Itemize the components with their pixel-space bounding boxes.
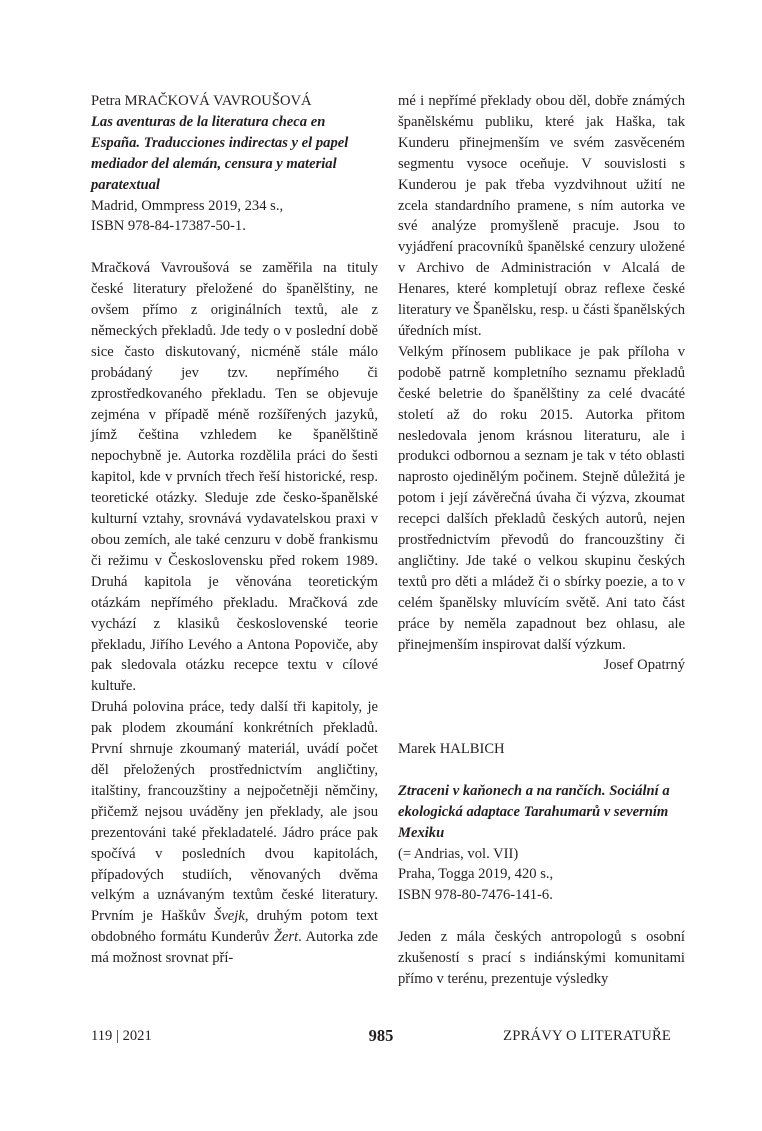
review-author: Petra MRAČKOVÁ VAVROUŠOVÁ (91, 93, 312, 109)
italic-title-svejk: Švejk (214, 908, 245, 925)
text-run: Druhá polovina práce, tedy další tři kapitoly, je pak plodem zkoumání konkrétních překladů. První shrnuje zkoumaný materiál, uvádí počet děl přeložených prostřednictvím angličtiny, italštiny, francouzštiny a nejpočetněji němčiny, přičemž nejsou uváděny jen překlady, ale jsou prezentováni také překladatelé. Jádro práce pak spočívá v posledních dvou kapitolách, případových studiích, věnovaných dvěma velkým a uznávaným textům české literatury. Prvním je Haškův (91, 699, 378, 925)
review-publisher: Madrid, Ommpress 2019, 234 s., (91, 197, 284, 214)
body-paragraph: Velkým přínosem publikace je pak příloha v podobě patrně kompletního seznamu překladů české beletrie do španělštiny za celé dvacáté století až do roku 2015. Autorka přitom nesledovala jenom krásnou literaturu, ale i produkci odbornou a seznam je tak v této oblasti naprosto ojedinělým počinem. Stejně důležitá je potom i její závěrečná úvaha či výzva, zkoumat recepci dalších překladů českých autorů, nejen prostřednictvím převodů do francouzštiny či angličtiny. Jde také o velkou skupinu českých textů pro děti a mládež či o sbírky poezie, a to v celém španělsky mluvícím světě. Ani tato část práce by neměla zapadnout bez ohlasu, ale přinejmenším inspirovat další výzkum. (398, 343, 685, 653)
review-book-title: Ztraceni v kaňonech a na rančích. Sociální a ekologická adaptace Tarahumarů v severním Mexiku (398, 782, 670, 841)
spacer (398, 697, 685, 718)
journal-name: ZPRÁVY O LITERATUŘE (503, 1028, 671, 1044)
body-paragraph (91, 697, 378, 969)
spacer (398, 718, 685, 739)
review-author: Marek HALBICH (398, 741, 505, 758)
left-column (91, 91, 378, 969)
text-run: , druhým potom text obdobného formátu Kunderův (91, 908, 378, 946)
body-paragraph: Mračková Vavroušová se zaměřila na tituly české literatury přeložené do španělštiny, ne ovšem přímo z originálních textů, ale z německých překladů. Jde tedy o v poslední době sice často diskutovaný, nicméně stále málo probádaný jev tzv. nepřímého či zprostředkovaného překladu. Ten se objevuje zejména v případě méně rozšířených jazyků, jímž čeština vzhledem ke španělštině nepochybně je. Autorka rozdělila práci do šesti kapitol, kde v prvních třech řeší historické, resp. teoretické otázky. Sleduje zde česko-španělské kulturní vztahy, srovnává vydavatelskou praxi v obou zemích, ale také cenzuru v době frankismu či režimu v Československu před rokem 1989. Druhá kapitola je věnována teoretickým otázkám nepřímého překladu. Mračková zde vychází z klasiků československé teorie překladu, Jiřího Levého a Antona Popoviče, aby pak sledovala otázku recepce textu v cílové kultuře. (91, 260, 378, 695)
spacer (91, 237, 378, 258)
page-number: 985 (368, 1026, 394, 1045)
review-series: (= Andrias, vol. VII) (398, 845, 519, 862)
review-book-title: Las aventuras de la literatura checa en España. Traducciones indirectas y el papel mediador del alemán, censura y material paratextual (91, 113, 349, 193)
spacer (398, 676, 685, 697)
issue-number: 119 | 2021 (91, 1028, 152, 1044)
body-paragraph: Jeden z mála českých antropologů s osobní zkušeností s prací s indiánskými komunitami přímo v terénu, prezentuje výsledky (398, 929, 685, 987)
right-column (398, 91, 685, 990)
italic-title-zert: Žert (273, 929, 299, 946)
text-run: . Autorka zde má možnost srovnat pří- (91, 929, 378, 967)
review-isbn: ISBN 978-80-7476-141-6. (398, 887, 553, 904)
reviewer-signature: Josef Opatrný (603, 657, 685, 674)
spacer (398, 760, 685, 781)
spacer (398, 906, 685, 927)
review-publisher: Praha, Togga 2019, 420 s., (398, 866, 554, 883)
body-paragraph: mé i nepřímé překlady obou děl, dobře známých španělskému publiku, které jak Haška, tak Kunderu přinejmenším ve svém zasvěceném segmentu vysoce oceňuje. V souvislosti s Kunderou je pak třeba vyzdvihnout užití ne zcela standardního pramene, s ním autorka ve své analýze promyšleně pracuje. Jsou to vyjádření pracovníků španělské cenzury uložené v Archivo de Administración v Alcalá de Henares, které kompletují obraz reflexe české literatury ve Španělsku, resp. u části španělských úředních míst. (398, 93, 685, 339)
review-isbn: ISBN 978-84-17387-50-1. (91, 218, 246, 235)
